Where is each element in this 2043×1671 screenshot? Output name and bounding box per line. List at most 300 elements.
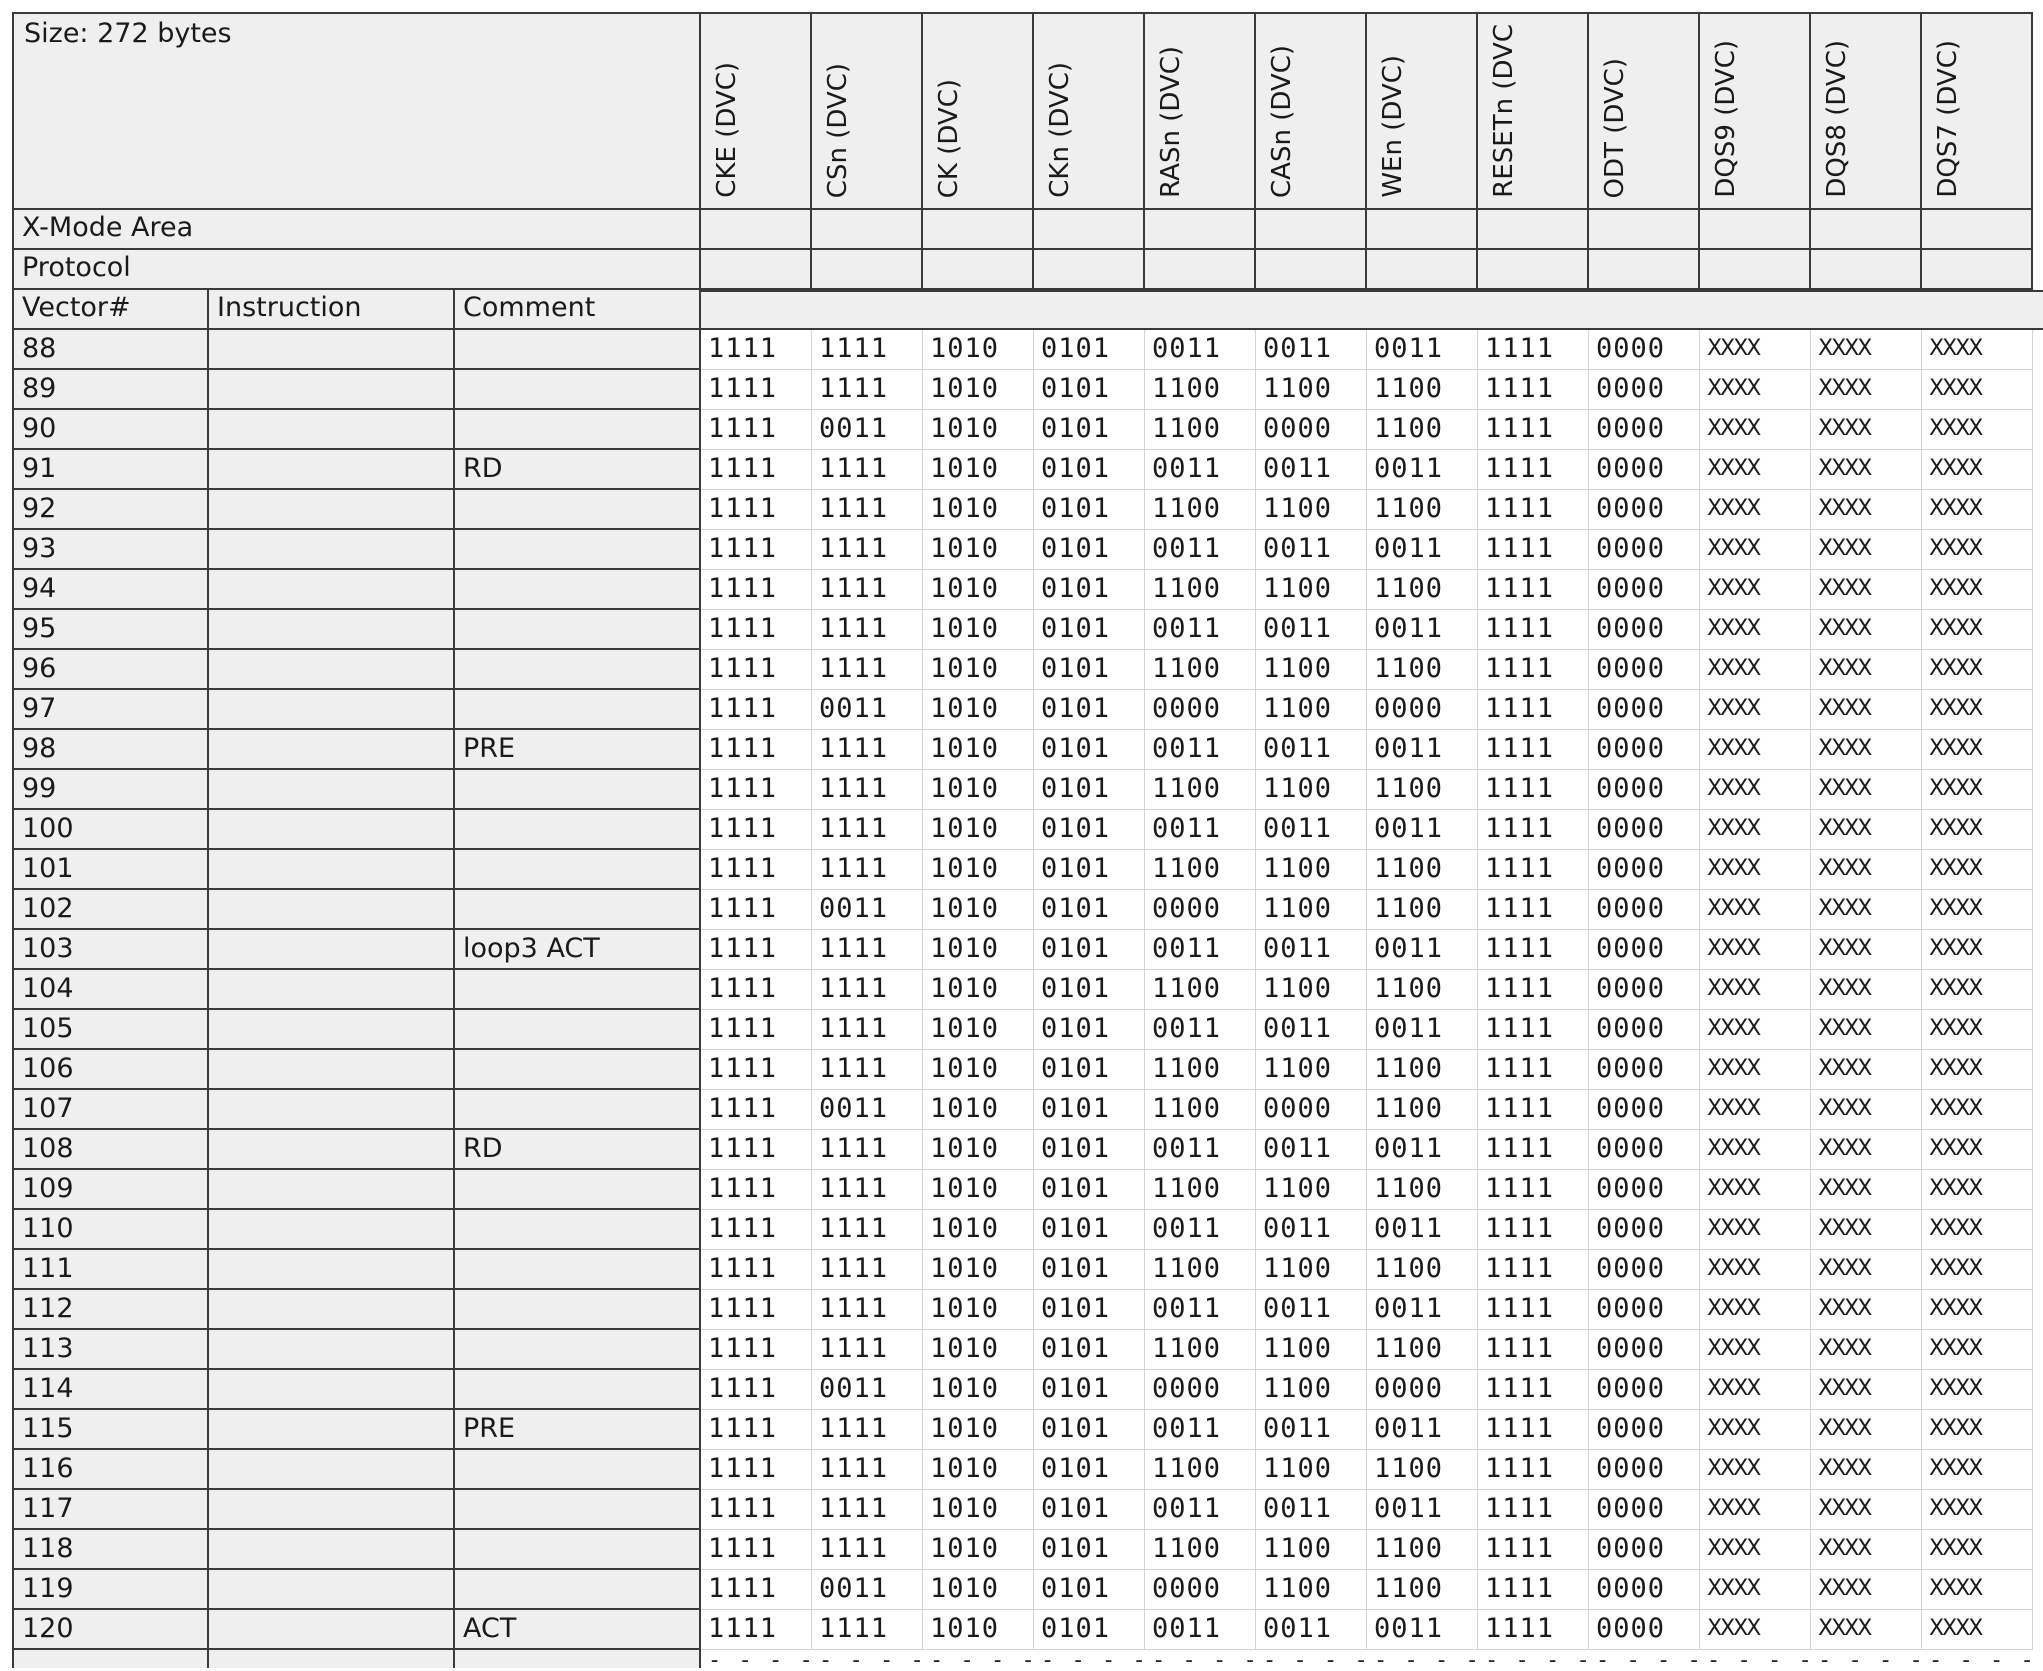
signal-value-cell[interactable]: XXXX <box>1922 1210 2033 1250</box>
instruction-cell[interactable] <box>209 810 455 850</box>
signal-value-cell[interactable]: 1111 <box>701 1610 812 1650</box>
signal-value-cell[interactable]: 0101 <box>1034 450 1145 490</box>
instruction-cell[interactable] <box>209 690 455 730</box>
signal-value-cell[interactable]: XXXX <box>1811 1330 1922 1370</box>
vector-number-cell[interactable]: 108 <box>12 1130 209 1170</box>
signal-value-cell[interactable]: XXXX <box>1811 770 1922 810</box>
protocol-cell-5[interactable] <box>1145 250 1256 290</box>
signal-value-cell[interactable]: 1111 <box>701 1130 812 1170</box>
signal-value-cell[interactable]: 0011 <box>1256 610 1367 650</box>
signal-value-cell[interactable]: 1111 <box>812 1010 923 1050</box>
signal-value-cell[interactable]: 1100 <box>1256 1170 1367 1210</box>
table-row[interactable] <box>12 730 2043 770</box>
signal-value-cell[interactable]: XXXX <box>1922 650 2033 690</box>
signal-value-cell[interactable]: 0011 <box>1367 730 1478 770</box>
table-row[interactable] <box>12 970 2043 1010</box>
signal-value-cell[interactable]: 0101 <box>1034 1450 1145 1490</box>
vector-number-cell[interactable]: 111 <box>12 1250 209 1290</box>
signal-value-cell[interactable]: 0011 <box>1145 730 1256 770</box>
signal-value-cell[interactable]: 0000 <box>1145 1570 1256 1610</box>
signal-value-cell[interactable]: XXXX <box>1922 1130 2033 1170</box>
signal-value-cell[interactable]: 1111 <box>1478 1010 1589 1050</box>
signal-value-cell[interactable]: 1111 <box>1478 1290 1589 1330</box>
comment-cell[interactable] <box>455 1010 701 1050</box>
signal-value-cell[interactable]: 1010 <box>923 370 1034 410</box>
signal-value-cell[interactable]: 1010 <box>923 1370 1034 1410</box>
comment-cell[interactable] <box>455 850 701 890</box>
vector-number-cell[interactable]: 119 <box>12 1570 209 1610</box>
signal-value-cell[interactable]: XXXX <box>1811 1570 1922 1610</box>
signal-value-cell[interactable]: 1111 <box>812 530 923 570</box>
xmode-cell-10[interactable] <box>1700 210 1811 250</box>
signal-value-cell[interactable]: 0011 <box>1145 530 1256 570</box>
comment-cell[interactable]: ACT <box>455 1610 701 1650</box>
comment-cell[interactable] <box>455 1370 701 1410</box>
signal-value-cell[interactable]: 1111 <box>812 770 923 810</box>
signal-value-cell[interactable]: 1111 <box>812 1450 923 1490</box>
signal-value-cell[interactable]: 0101 <box>1034 890 1145 930</box>
instruction-column-title[interactable]: Instruction <box>209 290 455 330</box>
signal-value-cell[interactable]: 1111 <box>812 1290 923 1330</box>
signal-value-cell[interactable]: 0011 <box>812 690 923 730</box>
signal-value-cell[interactable]: 0101 <box>1034 530 1145 570</box>
signal-value-cell[interactable]: 0000 <box>1589 770 1700 810</box>
signal-value-cell[interactable]: 1010 <box>923 1130 1034 1170</box>
vector-number-cell[interactable]: 116 <box>12 1450 209 1490</box>
signal-value-cell[interactable]: 1111 <box>812 1330 923 1370</box>
signal-value-cell[interactable]: 1010 <box>923 1170 1034 1210</box>
signal-value-cell[interactable]: 0101 <box>1034 1490 1145 1530</box>
signal-value-cell[interactable]: 1111 <box>701 1410 812 1450</box>
instruction-cell[interactable] <box>209 1410 455 1450</box>
signal-value-cell[interactable]: XXXX <box>1811 1210 1922 1250</box>
comment-cell[interactable] <box>455 1170 701 1210</box>
signal-value-cell[interactable]: 1100 <box>1367 1090 1478 1130</box>
signal-value-cell[interactable]: 1111 <box>701 370 812 410</box>
signal-value-cell[interactable]: XXXX <box>1922 1450 2033 1490</box>
signal-value-cell[interactable]: 1111 <box>812 650 923 690</box>
signal-value-cell[interactable]: 0101 <box>1034 690 1145 730</box>
signal-value-cell[interactable]: 0000 <box>1256 410 1367 450</box>
signal-value-cell[interactable]: XXXX <box>1811 690 1922 730</box>
signal-value-cell[interactable]: 0000 <box>1589 890 1700 930</box>
signal-value-cell[interactable]: 1100 <box>1256 970 1367 1010</box>
signal-value-cell[interactable]: 1111 <box>812 610 923 650</box>
signal-value-cell[interactable]: XXXX <box>1811 890 1922 930</box>
signal-value-cell[interactable]: 0000 <box>1589 530 1700 570</box>
comment-cell[interactable] <box>455 770 701 810</box>
protocol-cell-6[interactable] <box>1256 250 1367 290</box>
signal-header-1[interactable] <box>701 12 812 210</box>
protocol-cell-8[interactable] <box>1478 250 1589 290</box>
signal-value-cell[interactable]: 1111 <box>812 1250 923 1290</box>
signal-value-cell[interactable]: 1111 <box>701 1250 812 1290</box>
signal-value-cell[interactable]: 0101 <box>1034 570 1145 610</box>
signal-value-cell[interactable]: 0101 <box>1034 490 1145 530</box>
signal-value-cell[interactable]: 1010 <box>923 930 1034 970</box>
signal-value-cell[interactable]: 1111 <box>1478 1450 1589 1490</box>
signal-value-cell[interactable]: 1111 <box>701 330 812 370</box>
signal-value-cell[interactable]: 1010 <box>923 330 1034 370</box>
table-row[interactable] <box>12 370 2043 410</box>
signal-value-cell[interactable]: 0011 <box>1256 1210 1367 1250</box>
vector-number-cell[interactable]: 109 <box>12 1170 209 1210</box>
instruction-cell[interactable] <box>209 330 455 370</box>
signal-value-cell[interactable]: 0000 <box>1589 610 1700 650</box>
protocol-cell-1[interactable] <box>701 250 812 290</box>
signal-value-cell[interactable]: XXXX <box>1922 1490 2033 1530</box>
signal-value-cell[interactable]: 0101 <box>1034 1410 1145 1450</box>
signal-value-cell[interactable]: 0101 <box>1034 850 1145 890</box>
signal-value-cell[interactable]: 1100 <box>1256 1370 1367 1410</box>
protocol-cell-3[interactable] <box>923 250 1034 290</box>
signal-value-cell[interactable]: 1100 <box>1367 1170 1478 1210</box>
table-row[interactable] <box>12 810 2043 850</box>
signal-value-cell[interactable]: 1111 <box>1478 970 1589 1010</box>
signal-value-cell[interactable]: 0011 <box>1367 1010 1478 1050</box>
table-row[interactable] <box>12 410 2043 450</box>
signal-value-cell[interactable]: 0000 <box>1589 1370 1700 1410</box>
signal-value-cell[interactable]: 1111 <box>812 1170 923 1210</box>
signal-value-cell[interactable]: XXXX <box>1700 1330 1811 1370</box>
signal-value-cell[interactable]: 1010 <box>923 850 1034 890</box>
signal-value-cell[interactable]: 0000 <box>1589 330 1700 370</box>
signal-value-cell[interactable]: 1111 <box>701 690 812 730</box>
signal-value-cell[interactable]: XXXX <box>1922 730 2033 770</box>
signal-value-cell[interactable]: 1111 <box>701 1290 812 1330</box>
vector-number-cell[interactable]: 95 <box>12 610 209 650</box>
signal-value-cell[interactable]: 1111 <box>1478 330 1589 370</box>
signal-value-cell[interactable]: 0101 <box>1034 410 1145 450</box>
signal-value-cell[interactable]: 1100 <box>1145 1330 1256 1370</box>
signal-value-cell[interactable]: 0011 <box>1145 1410 1256 1450</box>
signal-value-cell[interactable]: XXXX <box>1811 490 1922 530</box>
table-row[interactable] <box>12 930 2043 970</box>
comment-cell[interactable] <box>455 1490 701 1530</box>
instruction-cell[interactable] <box>209 1570 455 1610</box>
signal-value-cell[interactable]: 1111 <box>1478 1090 1589 1130</box>
signal-value-cell[interactable]: 1100 <box>1256 890 1367 930</box>
signal-value-cell[interactable]: 0011 <box>1145 1490 1256 1530</box>
vector-number-cell[interactable]: 89 <box>12 370 209 410</box>
signal-value-cell[interactable]: XXXX <box>1700 1610 1811 1650</box>
signal-value-cell[interactable]: 1111 <box>701 850 812 890</box>
comment-cell[interactable] <box>455 1330 701 1370</box>
vector-number-cell[interactable]: 112 <box>12 1290 209 1330</box>
signal-value-cell[interactable]: XXXX <box>1700 1130 1811 1170</box>
signal-value-cell[interactable]: 0101 <box>1034 1130 1145 1170</box>
signal-value-cell[interactable]: 1100 <box>1367 890 1478 930</box>
signal-value-cell[interactable]: XXXX <box>1811 1410 1922 1450</box>
signal-value-cell[interactable]: 1010 <box>923 530 1034 570</box>
signal-value-cell[interactable]: 1111 <box>701 770 812 810</box>
signal-value-cell[interactable]: 1100 <box>1145 650 1256 690</box>
signal-value-cell[interactable]: 1111 <box>812 1210 923 1250</box>
protocol-cell-7[interactable] <box>1367 250 1478 290</box>
signal-value-cell[interactable]: XXXX <box>1922 930 2033 970</box>
signal-value-cell[interactable]: 0000 <box>1589 1250 1700 1290</box>
signal-value-cell[interactable]: 1111 <box>1478 610 1589 650</box>
signal-value-cell[interactable]: XXXX <box>1811 410 1922 450</box>
signal-value-cell[interactable]: XXXX <box>1700 730 1811 770</box>
signal-header-4[interactable] <box>1034 12 1145 210</box>
comment-cell[interactable] <box>455 410 701 450</box>
signal-value-cell[interactable]: 0101 <box>1034 1610 1145 1650</box>
signal-value-cell[interactable]: 1010 <box>923 1610 1034 1650</box>
instruction-cell[interactable] <box>209 1450 455 1490</box>
signal-value-cell[interactable]: XXXX <box>1700 1490 1811 1530</box>
xmode-cell-12[interactable] <box>1922 210 2033 250</box>
signal-value-cell[interactable]: 0011 <box>1367 1410 1478 1450</box>
instruction-cell[interactable] <box>209 1490 455 1530</box>
signal-value-cell[interactable]: 1111 <box>812 1530 923 1570</box>
signal-value-cell[interactable]: 1100 <box>1145 970 1256 1010</box>
comment-cell[interactable] <box>455 1450 701 1490</box>
signal-value-cell[interactable]: XXXX <box>1922 850 2033 890</box>
signal-value-cell[interactable]: XXXX <box>1811 530 1922 570</box>
signal-value-cell[interactable]: 1111 <box>1478 1530 1589 1570</box>
vector-number-cell[interactable]: 94 <box>12 570 209 610</box>
signal-value-cell[interactable]: 0101 <box>1034 730 1145 770</box>
signal-value-cell[interactable]: 1100 <box>1145 370 1256 410</box>
table-row[interactable] <box>12 1330 2043 1370</box>
signal-value-cell[interactable]: 1111 <box>1478 490 1589 530</box>
signal-value-cell[interactable]: 0101 <box>1034 770 1145 810</box>
vector-number-cell[interactable]: 97 <box>12 690 209 730</box>
table-row[interactable] <box>12 1410 2043 1450</box>
signal-value-cell[interactable]: 1100 <box>1256 690 1367 730</box>
signal-value-cell[interactable]: 0101 <box>1034 610 1145 650</box>
signal-value-cell[interactable]: 0101 <box>1034 1090 1145 1130</box>
signal-value-cell[interactable]: 1111 <box>812 1410 923 1450</box>
signal-value-cell[interactable]: 1010 <box>923 1330 1034 1370</box>
signal-value-cell[interactable]: 0000 <box>1589 1050 1700 1090</box>
comment-cell[interactable] <box>455 690 701 730</box>
signal-value-cell[interactable]: 0011 <box>1145 1610 1256 1650</box>
signal-value-cell[interactable]: 1111 <box>701 1370 812 1410</box>
signal-value-cell[interactable]: 0011 <box>1145 810 1256 850</box>
table-row[interactable] <box>12 1050 2043 1090</box>
protocol-cell-12[interactable] <box>1922 250 2033 290</box>
instruction-cell[interactable] <box>209 370 455 410</box>
signal-value-cell[interactable]: XXXX <box>1700 1090 1811 1130</box>
signal-value-cell[interactable]: 0000 <box>1256 1090 1367 1130</box>
signal-value-cell[interactable]: XXXX <box>1700 330 1811 370</box>
signal-value-cell[interactable]: 0101 <box>1034 650 1145 690</box>
signal-value-cell[interactable]: 1111 <box>1478 930 1589 970</box>
comment-cell[interactable] <box>455 650 701 690</box>
table-row[interactable] <box>12 1370 2043 1410</box>
table-row[interactable] <box>12 610 2043 650</box>
signal-value-cell[interactable]: XXXX <box>1922 1050 2033 1090</box>
signal-value-cell[interactable]: XXXX <box>1811 730 1922 770</box>
vector-number-cell[interactable]: 106 <box>12 1050 209 1090</box>
signal-value-cell[interactable]: 1100 <box>1145 570 1256 610</box>
comment-cell[interactable] <box>455 490 701 530</box>
signal-value-cell[interactable]: 0011 <box>812 1090 923 1130</box>
signal-value-cell[interactable]: 1100 <box>1145 1090 1256 1130</box>
signal-value-cell[interactable]: 1111 <box>701 1570 812 1610</box>
signal-value-cell[interactable]: 0101 <box>1034 1050 1145 1090</box>
signal-value-cell[interactable]: 0011 <box>1256 450 1367 490</box>
signal-value-cell[interactable]: 1111 <box>1478 1210 1589 1250</box>
signal-value-cell[interactable]: 0011 <box>1256 1490 1367 1530</box>
instruction-cell[interactable] <box>209 410 455 450</box>
vector-number-cell[interactable]: 96 <box>12 650 209 690</box>
signal-value-cell[interactable]: XXXX <box>1700 1050 1811 1090</box>
signal-value-cell[interactable]: 0011 <box>1367 1130 1478 1170</box>
signal-value-cell[interactable]: XXXX <box>1922 690 2033 730</box>
signal-value-cell[interactable]: 1111 <box>701 650 812 690</box>
signal-value-cell[interactable]: 0101 <box>1034 1210 1145 1250</box>
signal-value-cell[interactable]: XXXX <box>1811 1050 1922 1090</box>
signal-value-cell[interactable]: 1111 <box>812 450 923 490</box>
signal-value-cell[interactable]: XXXX <box>1922 1530 2033 1570</box>
signal-value-cell[interactable]: XXXX <box>1700 810 1811 850</box>
instruction-cell[interactable] <box>209 890 455 930</box>
signal-value-cell[interactable]: 0000 <box>1589 970 1700 1010</box>
signal-value-cell[interactable]: 0011 <box>1145 450 1256 490</box>
signal-value-cell[interactable]: 1100 <box>1367 1530 1478 1570</box>
signal-value-cell[interactable]: 0000 <box>1367 690 1478 730</box>
signal-value-cell[interactable]: 0000 <box>1589 1410 1700 1450</box>
signal-value-cell[interactable]: 0101 <box>1034 1170 1145 1210</box>
signal-value-cell[interactable]: 1010 <box>923 610 1034 650</box>
instruction-cell[interactable] <box>209 610 455 650</box>
instruction-cell[interactable] <box>209 930 455 970</box>
comment-cell[interactable]: RD <box>455 1130 701 1170</box>
signal-value-cell[interactable]: 0011 <box>812 1370 923 1410</box>
signal-value-cell[interactable]: 0101 <box>1034 1370 1145 1410</box>
signal-value-cell[interactable]: 1100 <box>1367 1050 1478 1090</box>
signal-value-cell[interactable]: 0000 <box>1589 650 1700 690</box>
signal-value-cell[interactable]: 1010 <box>923 1090 1034 1130</box>
signal-value-cell[interactable]: 1111 <box>812 850 923 890</box>
signal-value-cell[interactable]: 1111 <box>1478 370 1589 410</box>
table-row[interactable] <box>12 690 2043 730</box>
xmode-cell-7[interactable] <box>1367 210 1478 250</box>
signal-value-cell[interactable]: 0000 <box>1589 1210 1700 1250</box>
signal-value-cell[interactable]: 0000 <box>1589 1610 1700 1650</box>
signal-value-cell[interactable]: 0000 <box>1589 1570 1700 1610</box>
signal-value-cell[interactable]: 1111 <box>1478 530 1589 570</box>
signal-value-cell[interactable]: 1100 <box>1367 490 1478 530</box>
signal-header-2[interactable] <box>812 12 923 210</box>
signal-value-cell[interactable]: 0101 <box>1034 970 1145 1010</box>
table-row[interactable] <box>12 770 2043 810</box>
signal-value-cell[interactable]: XXXX <box>1811 1290 1922 1330</box>
instruction-cell[interactable] <box>209 1330 455 1370</box>
signal-value-cell[interactable]: 1111 <box>701 1090 812 1130</box>
signal-value-cell[interactable]: XXXX <box>1700 1530 1811 1570</box>
signal-header-12[interactable] <box>1922 12 2033 210</box>
signal-value-cell[interactable]: XXXX <box>1700 1450 1811 1490</box>
signal-value-cell[interactable]: XXXX <box>1811 610 1922 650</box>
signal-value-cell[interactable]: 0000 <box>1589 1450 1700 1490</box>
xmode-cell-5[interactable] <box>1145 210 1256 250</box>
instruction-cell[interactable] <box>209 1290 455 1330</box>
signal-value-cell[interactable]: XXXX <box>1811 1530 1922 1570</box>
signal-value-cell[interactable]: XXXX <box>1811 970 1922 1010</box>
signal-value-cell[interactable]: XXXX <box>1811 450 1922 490</box>
signal-value-cell[interactable]: 0000 <box>1589 730 1700 770</box>
comment-cell[interactable]: PRE <box>455 1410 701 1450</box>
signal-value-cell[interactable]: 0000 <box>1589 1170 1700 1210</box>
instruction-cell[interactable] <box>209 1530 455 1570</box>
signal-value-cell[interactable]: XXXX <box>1700 450 1811 490</box>
signal-value-cell[interactable]: 1111 <box>701 410 812 450</box>
signal-value-cell[interactable]: 1111 <box>701 1210 812 1250</box>
comment-cell[interactable] <box>455 530 701 570</box>
signal-value-cell[interactable]: XXXX <box>1700 650 1811 690</box>
vector-number-cell[interactable]: 103 <box>12 930 209 970</box>
signal-value-cell[interactable]: 0011 <box>812 890 923 930</box>
signal-value-cell[interactable]: 1010 <box>923 650 1034 690</box>
protocol-cell-9[interactable] <box>1589 250 1700 290</box>
signal-value-cell[interactable]: 0000 <box>1589 370 1700 410</box>
signal-value-cell[interactable]: 1111 <box>701 530 812 570</box>
signal-value-cell[interactable]: 1111 <box>701 1010 812 1050</box>
signal-value-cell[interactable]: 1100 <box>1367 1450 1478 1490</box>
comment-cell[interactable] <box>455 1530 701 1570</box>
signal-value-cell[interactable]: 0000 <box>1589 1090 1700 1130</box>
signal-value-cell[interactable]: 1111 <box>1478 1330 1589 1370</box>
xmode-cell-2[interactable] <box>812 210 923 250</box>
signal-value-cell[interactable]: 0000 <box>1145 890 1256 930</box>
signal-value-cell[interactable]: 0011 <box>1367 330 1478 370</box>
signal-value-cell[interactable]: 1100 <box>1145 770 1256 810</box>
signal-value-cell[interactable]: 1010 <box>923 490 1034 530</box>
signal-value-cell[interactable]: XXXX <box>1811 850 1922 890</box>
signal-value-cell[interactable]: XXXX <box>1700 1170 1811 1210</box>
vector-number-cell[interactable]: 102 <box>12 890 209 930</box>
table-row[interactable] <box>12 450 2043 490</box>
signal-value-cell[interactable]: 0011 <box>1256 330 1367 370</box>
signal-value-cell[interactable]: 1100 <box>1256 850 1367 890</box>
signal-value-cell[interactable]: 1111 <box>701 970 812 1010</box>
signal-value-cell[interactable]: 0011 <box>1145 330 1256 370</box>
comment-cell[interactable] <box>455 970 701 1010</box>
signal-value-cell[interactable]: 0011 <box>1256 930 1367 970</box>
signal-value-cell[interactable]: 1111 <box>812 570 923 610</box>
signal-value-cell[interactable]: 1010 <box>923 1050 1034 1090</box>
vector-number-cell[interactable]: 120 <box>12 1610 209 1650</box>
signal-value-cell[interactable]: XXXX <box>1811 1170 1922 1210</box>
vector-number-cell[interactable]: 88 <box>12 330 209 370</box>
table-row[interactable] <box>12 1210 2043 1250</box>
vector-number-cell[interactable]: 118 <box>12 1530 209 1570</box>
signal-value-cell[interactable]: 1100 <box>1256 370 1367 410</box>
vector-column-title[interactable]: Vector# <box>12 290 209 330</box>
instruction-cell[interactable] <box>209 970 455 1010</box>
comment-cell[interactable] <box>455 1290 701 1330</box>
table-row[interactable] <box>12 1530 2043 1570</box>
vector-number-cell[interactable]: 104 <box>12 970 209 1010</box>
instruction-cell[interactable] <box>209 730 455 770</box>
signal-value-cell[interactable]: 1111 <box>1478 1610 1589 1650</box>
signal-value-cell[interactable]: XXXX <box>1700 1370 1811 1410</box>
signal-value-cell[interactable]: XXXX <box>1811 1370 1922 1410</box>
signal-value-cell[interactable]: 0011 <box>1256 1410 1367 1450</box>
table-row[interactable] <box>12 650 2043 690</box>
signal-value-cell[interactable]: 1111 <box>1478 730 1589 770</box>
table-row[interactable] <box>12 1090 2043 1130</box>
signal-value-cell[interactable]: XXXX <box>1922 810 2033 850</box>
signal-value-cell[interactable]: 1111 <box>812 370 923 410</box>
signal-value-cell[interactable]: 1111 <box>1478 1250 1589 1290</box>
signal-value-cell[interactable]: XXXX <box>1922 1250 2033 1290</box>
protocol-cell-11[interactable] <box>1811 250 1922 290</box>
